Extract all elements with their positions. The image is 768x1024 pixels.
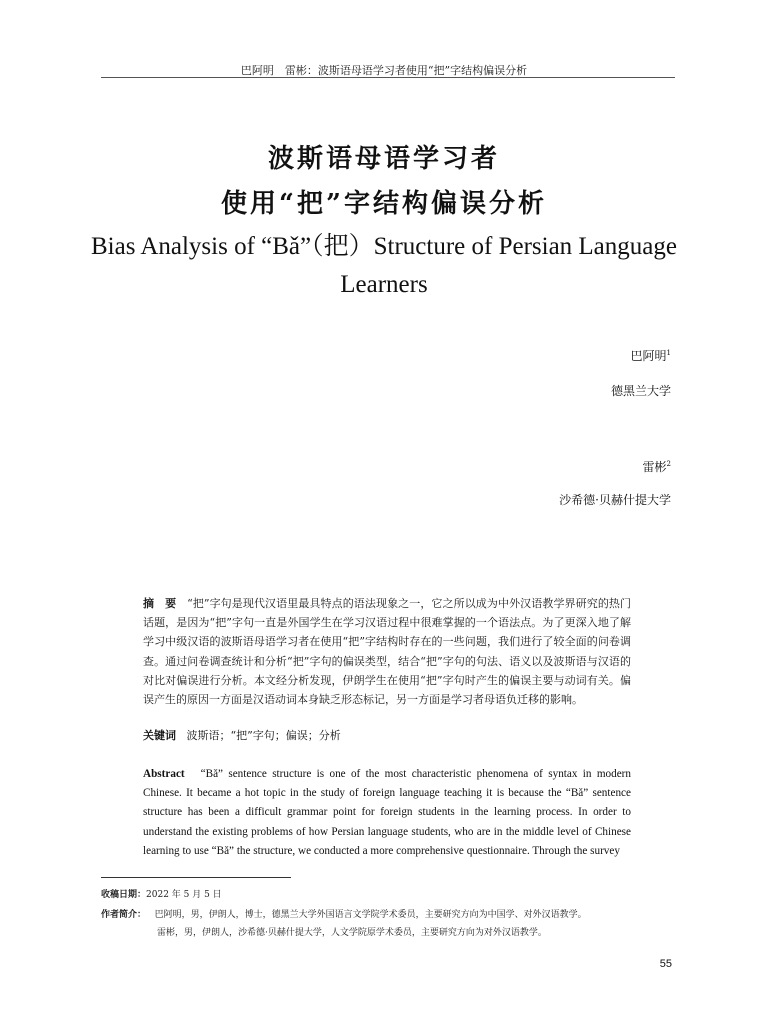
author-2-affiliation: 沙希德·贝赫什提大学: [559, 493, 671, 507]
title-zh-line2: 使用“把”字结构偏误分析: [221, 189, 547, 219]
abstract-en-text: “Bǎ” sentence structure is one of the most characteristic phenomena of syntax in modern Chinese. It became a hot topic in the study of foreign language teaching it is because the “Bǎ” sentence structure has been a difficult grammar point for foreign students in the learning process. In order to understand the existing problems of how Persian language students, who are in the middle level of Chinese learning to use “Bǎ” the structure, we conducted a more comprehensive questionnaire. Through the survey: [143, 768, 632, 857]
abstract-en-label: Abstract: [143, 768, 185, 780]
keywords: [143, 727, 341, 743]
author-1-affiliation: 德黑兰大学: [610, 384, 671, 398]
author-2-note: 2: [666, 460, 671, 468]
author-2-name: [643, 458, 671, 475]
title-zh-line1: 波斯语母语学习者: [267, 144, 500, 174]
author-2-name-text: 雷彬: [642, 460, 667, 474]
footnote-rule: [101, 877, 291, 878]
received-date: 2022 年 5 月 5 日: [146, 890, 222, 900]
running-head: 巴阿明 雷彬：波斯语母语学习者使用“把”字结构偏误分析: [240, 64, 528, 77]
page-number: 55: [659, 958, 672, 970]
keywords-label: 关键词: [143, 729, 176, 742]
keywords-text: 波斯语；“把”字句；偏误；分析: [186, 729, 341, 742]
abstract-en: [143, 765, 631, 861]
bio-label: 作者简介：: [101, 910, 147, 920]
author-1-name-text: 巴阿明: [630, 349, 667, 363]
author-1-note: 1: [666, 349, 671, 357]
bio-1-text: 巴阿明，男，伊朗人，博士，德黑兰大学外国语言文学院学术委员，主要研究方向为中国学、对外汉语教学。: [154, 910, 587, 920]
title-en: Bias Analysis of “Bǎ”（把）Structure of Persian Language Learners: [91, 233, 677, 298]
received-label: 收稿日期：: [101, 890, 147, 900]
abstract-zh: [143, 594, 631, 709]
footnote-bio-1: [101, 907, 587, 920]
abstract-zh-label: 摘 要: [143, 597, 177, 610]
author-1-name: [631, 347, 671, 364]
abstract-zh-text: “把”字句是现代汉语里最具特点的语法现象之一，它之所以成为中外汉语教学界研究的热门话题，是因为“把”字句一直是外国学生在学习汉语过程中很难掌握的一个语法点。为了更深入地了解学习中级汉语的波斯语母语学习者在使用“把”字结构时存在的一些问题，我们进行了较全面的问卷调查。通过问卷调查统计和分析“把”字句的偏误类型，结合“把”字句的句法、语义以及波斯语与汉语的对比对偏误进行分析。本文经分析发现，伊朗学生在使用“把”字句时产生的偏误主要与动词有关。偏误产生的原因一方面是汉语动词本身缺乏形态标记，另一方面是学习者母语负迁移的影响。: [143, 597, 632, 707]
footnote-bio-2: 雷彬，男，伊朗人，沙希德·贝赫什提大学，人文学院原学术委员，主要研究方向为对外汉语教学。: [157, 928, 547, 938]
footnote-received: [101, 887, 222, 900]
header-rule: [101, 77, 675, 78]
